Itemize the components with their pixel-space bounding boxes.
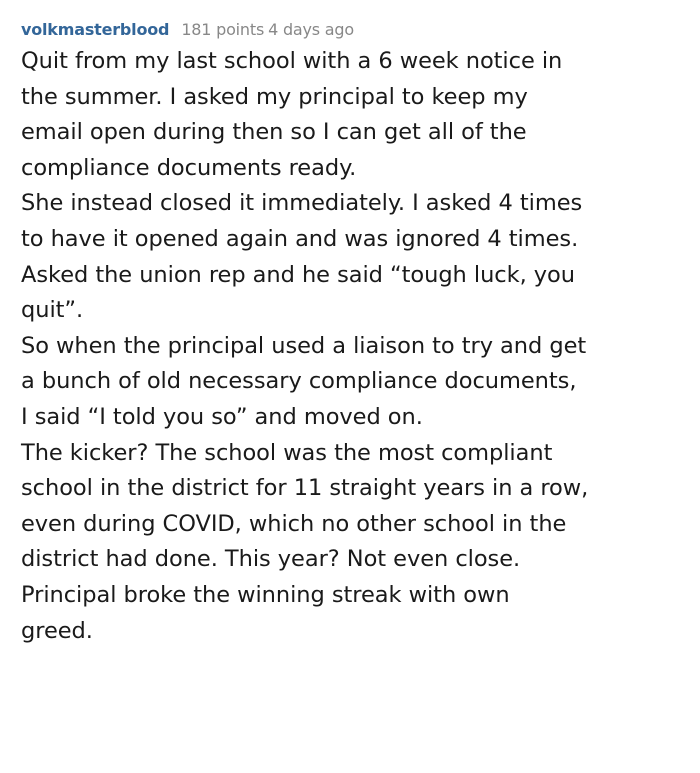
comment-line: district had done. This year? Not even close.: [21, 546, 521, 573]
comment-line: compliance documents ready.: [21, 154, 357, 181]
timestamp: 4 days ago: [268, 19, 354, 39]
comment-meta: [21, 14, 691, 44]
comment: [21, 14, 691, 649]
comment-line: I said “I told you so” and moved on.: [21, 403, 423, 430]
comment-line: Principal broke the winning streak with own: [21, 581, 510, 608]
comment-line: The kicker? The school was the most compliant: [21, 439, 553, 466]
comment-line: a bunch of old necessary compliance documents,: [21, 368, 577, 395]
comment-line: She instead closed it immediately. I asked 4 times: [21, 190, 583, 217]
comment-line: Asked the union rep and he said “tough luck, you: [21, 261, 575, 288]
comment-line: email open during then so I can get all of the: [21, 119, 527, 146]
author-link[interactable]: volkmasterblood: [21, 19, 170, 39]
comment-line: school in the district for 11 straight years in a row,: [21, 475, 589, 502]
comment-line: quit”.: [21, 297, 84, 324]
comment-line: to have it opened again and was ignored 4 times.: [21, 225, 579, 252]
points-count: 181 points: [181, 19, 265, 39]
comment-score: [181, 20, 354, 39]
comment-line: even during COVID, which no other school in the: [21, 510, 567, 537]
comment-line: So when the principal used a liaison to try and get: [21, 332, 587, 359]
comment-line: greed.: [21, 617, 93, 644]
comment-body: [21, 44, 691, 649]
comment-line: the summer. I asked my principal to keep my: [21, 83, 528, 110]
comment-line: Quit from my last school with a 6 week notice in: [21, 48, 563, 74]
